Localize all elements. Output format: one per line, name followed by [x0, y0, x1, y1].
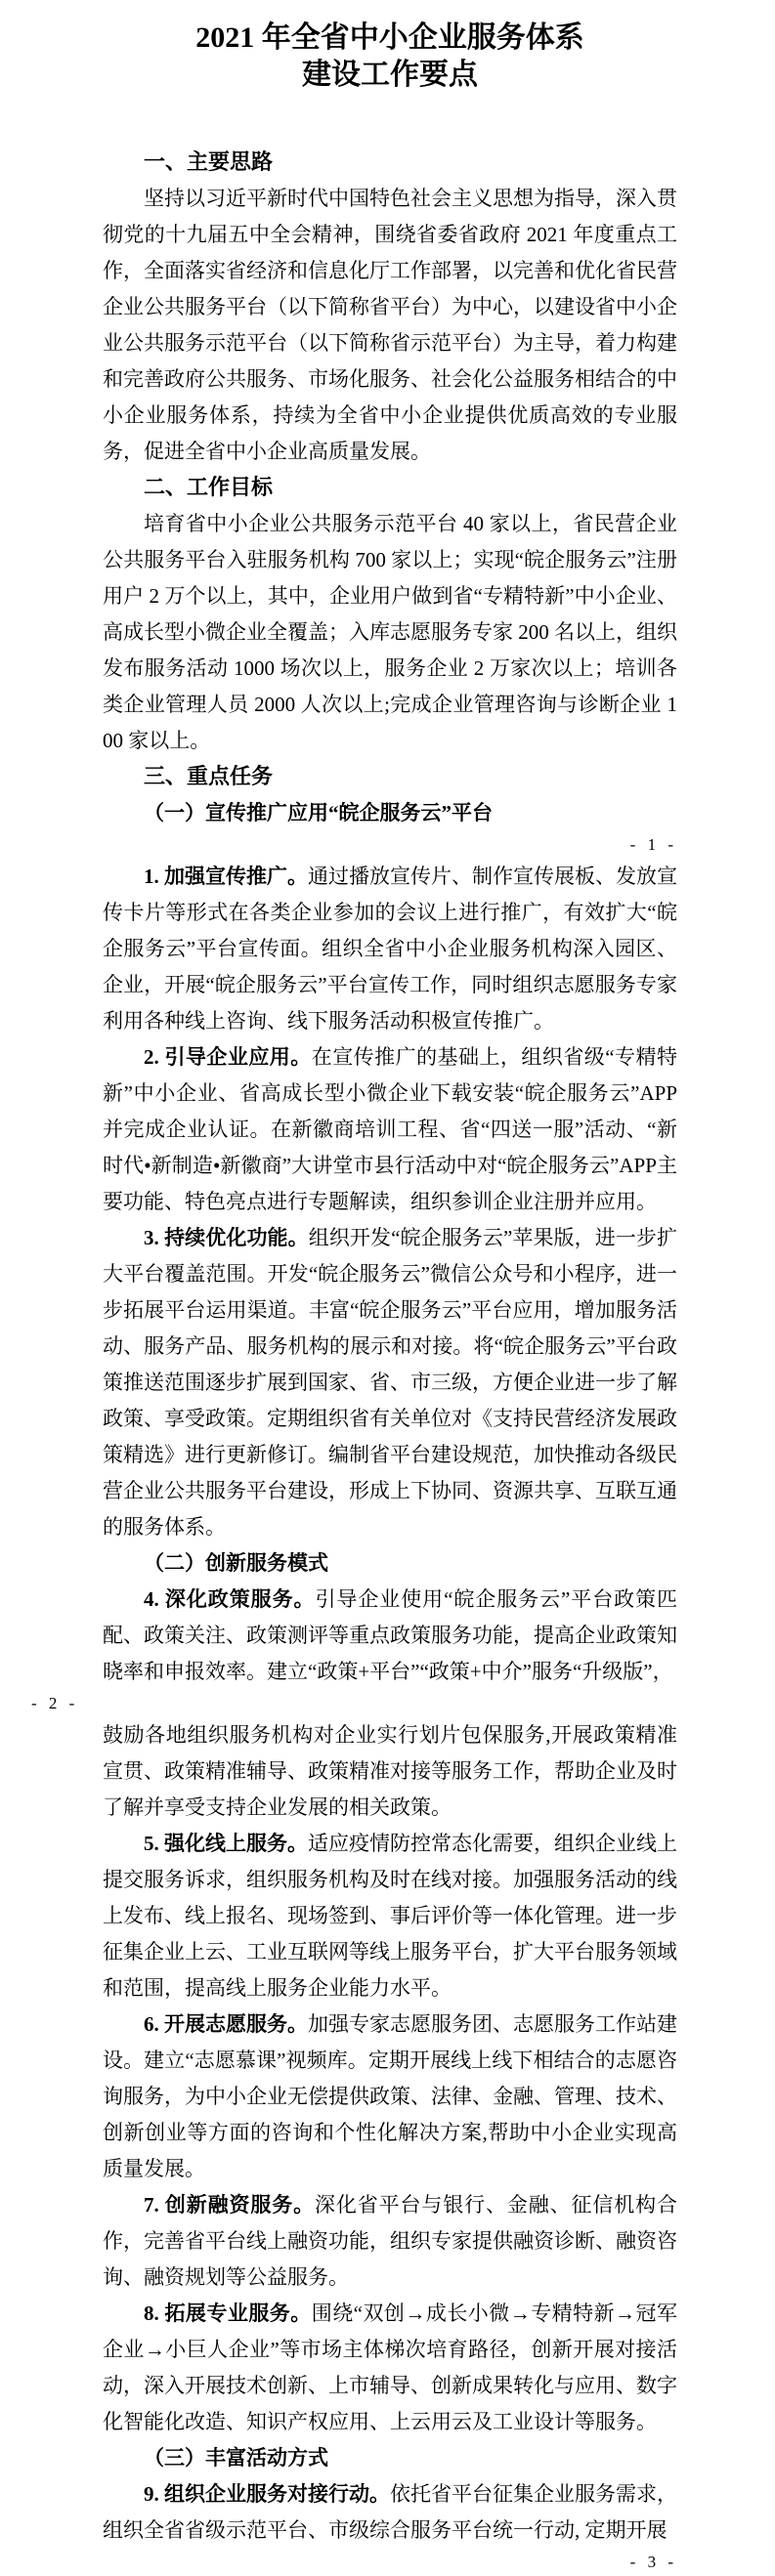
item-text: 适应疫情防控常态化需要，组织企业线上提交服务诉求，组织服务机构及时在线对接。加强服务活动的线上发布、线上报名、现场签到、事后评价等一体化管理。进一步征集企业上云、工业互联网等线上服务平台，扩大平台服务领域和范围，提高线上服务企业能力水平。: [103, 1832, 677, 2000]
paragraph-item-6: [103, 2006, 677, 2187]
paragraph-item-1: [103, 859, 677, 1039]
item-text: 通过播放宣传片、制作宣传展板、发放宣传卡片等形式在各类企业参加的会议上进行推广，有效扩大“皖企服务云”平台宣传面。组织全省中小企业服务机构深入园区、企业，开展“皖企服务云”平台宣传工作，同时组织志愿服务专家利用各种线上咨询、线下服务活动积极宣传推广。: [103, 865, 677, 1033]
item-text: 依托省平台征集企业服务需求，组织全省省级示范平台、市级综合服务平台统一行动, 定期开展: [103, 2482, 677, 2542]
item-text: 组织开发“皖企服务云”苹果版，进一步扩大平台覆盖范围。开发“皖企服务云”微信公众号和小程序，进一步拓展平台运用渠道。丰富“皖企服务云”平台应用，增加服务活动、服务产品、服务机构的展示和对接。将“皖企服务云”平台政策推送范围逐步扩展到国家、省、市三级，方便企业进一步了解政策、享受政策。定期组织省有关单位对《支持民营经济发展政策精选》进行更新修订。编制省平台建设规范，加快推动各级民营企业公共服务平台建设，形成上下协同、资源共享、互联互通的服务体系。: [103, 1226, 678, 1539]
doc-title: [103, 20, 677, 94]
page-number-2: - 2 -: [31, 1694, 79, 1712]
item-text: 在宣传推广的基础上，组织省级“专精特新”中小企业、省高成长型小微企业下载安装“皖企服务云”APP并完成企业认证。在新徽商培训工程、省“四送一服”活动、“新时代•新制造•新徽商”大讲堂市县行活动中对“皖企服务云”APP主要功能、特色亮点进行专题解读，组织参训企业注册并应用。: [103, 1045, 677, 1213]
page-number-1: - 1 -: [629, 835, 677, 854]
item-lead: 8. 拓展专业服务。: [144, 2302, 312, 2325]
paragraph-item-3: [103, 1220, 677, 1545]
item-lead: 4. 深化政策服务。: [144, 1587, 316, 1611]
paragraph-continuation: 鼓励各地组织服务机构对企业实行划片包保服务,开展政策精准宣贯、政策精准辅导、政策精准对接等服务工作，帮助企业及时了解并享受支持企业发展的相关政策。: [103, 1723, 677, 1819]
item-lead: 5. 强化线上服务。: [144, 1832, 308, 1855]
paragraph-item-7: [103, 2187, 677, 2296]
paragraph: 坚持以习近平新时代中国特色社会主义思想为指导，深入贯彻党的十九届五中全会精神，围绕省委省政府 2021 年度重点工作，全面落实省经济和信息化厅工作部署，以完善和优化省民营企业公共服务平台（以下简称省平台）为中心，以建设省中小企业公共服务示范平台（以下简称省示范平台）为主导，着力构建和完善政府公共服务、市场化服务、社会化公益服务相结合的中小企业服务体系，持续为全省中小企业提供优质高效的专业服务，促进全省中小企业高质量发展。: [103, 187, 677, 463]
paragraph: 培育省中小企业公共服务示范平台 40 家以上，省民营企业公共服务平台入驻服务机构 700 家以上；实现“皖企服务云”注册用户 2 万个以上，其中，企业用户做到省“专精特新”中小企业、高成长型小微企业全覆盖；入库志愿服务专家 200 名以上，组织发布服务活动 1000 场次以上，服务企业 2 万家次以上；培训各类企业管理人员 2000 人次以上;完成企业管理咨询与诊断企业 100 家以上。: [103, 512, 677, 752]
subsection-heading-2: （二）创新服务模式: [144, 1551, 328, 1575]
section-heading-key-tasks: 三、重点任务: [144, 765, 274, 789]
item-lead: 1. 加强宣传推广。: [144, 865, 308, 888]
section-heading-main-ideas: 一、主要思路: [144, 150, 274, 175]
subsection-heading-1: （一）宣传推广应用“皖企服务云”平台: [144, 801, 493, 824]
item-text: 加强专家志愿服务团、志愿服务工作站建设。建立“志愿慕课”视频库。定期开展线上线下相结合的志愿咨询服务，为中小企业无偿提供政策、法律、金融、管理、技术、创新创业等方面的咨询和个性化解决方案,帮助中小企业实现高质量发展。: [103, 2012, 677, 2180]
item-text: 引导企业使用“皖企服务云”平台政策匹配、政策关注、政策测评等重点政策服务功能，提高企业政策知晓率和申报效率。建立“政策+平台”“政策+中介”服务“升级版”，: [103, 1587, 678, 1683]
doc-title-line-2: 建设工作要点: [302, 59, 478, 91]
paragraph-item-4: [103, 1582, 677, 1690]
paragraph-item-8: [103, 2296, 677, 2440]
item-text: 围绕“双创→成长小微→专精特新→冠军企业→小巨人企业”等市场主体梯次培育路径，创新开展对接活动，深入开展技术创新、上市辅导、创新成果转化与应用、数字化智能化改造、知识产权应用、上云用云及工业设计等服务。: [103, 2302, 677, 2433]
subsection-heading-3: （三）丰富活动方式: [144, 2446, 328, 2470]
item-lead: 2. 引导企业应用。: [144, 1045, 312, 1069]
section-heading-work-goals: 二、工作目标: [144, 476, 274, 500]
item-lead: 9. 组织企业服务对接行动。: [144, 2482, 390, 2506]
paragraph-item-2: [103, 1039, 677, 1220]
item-lead: 7. 创新融资服务。: [144, 2193, 315, 2217]
item-lead: 3. 持续优化功能。: [144, 1226, 309, 1249]
paragraph-item-9: [103, 2476, 677, 2549]
item-text: 深化省平台与银行、金融、征信机构合作，完善省平台线上融资功能，组织专家提供融资诊断、融资咨询、融资规划等公益服务。: [103, 2193, 677, 2289]
item-lead: 6. 开展志愿服务。: [144, 2012, 308, 2036]
paragraph-item-5: [103, 1826, 677, 2006]
doc-title-line-1: 2021 年全省中小企业服务体系: [195, 21, 584, 54]
page-number-3: - 3 -: [629, 2553, 677, 2571]
